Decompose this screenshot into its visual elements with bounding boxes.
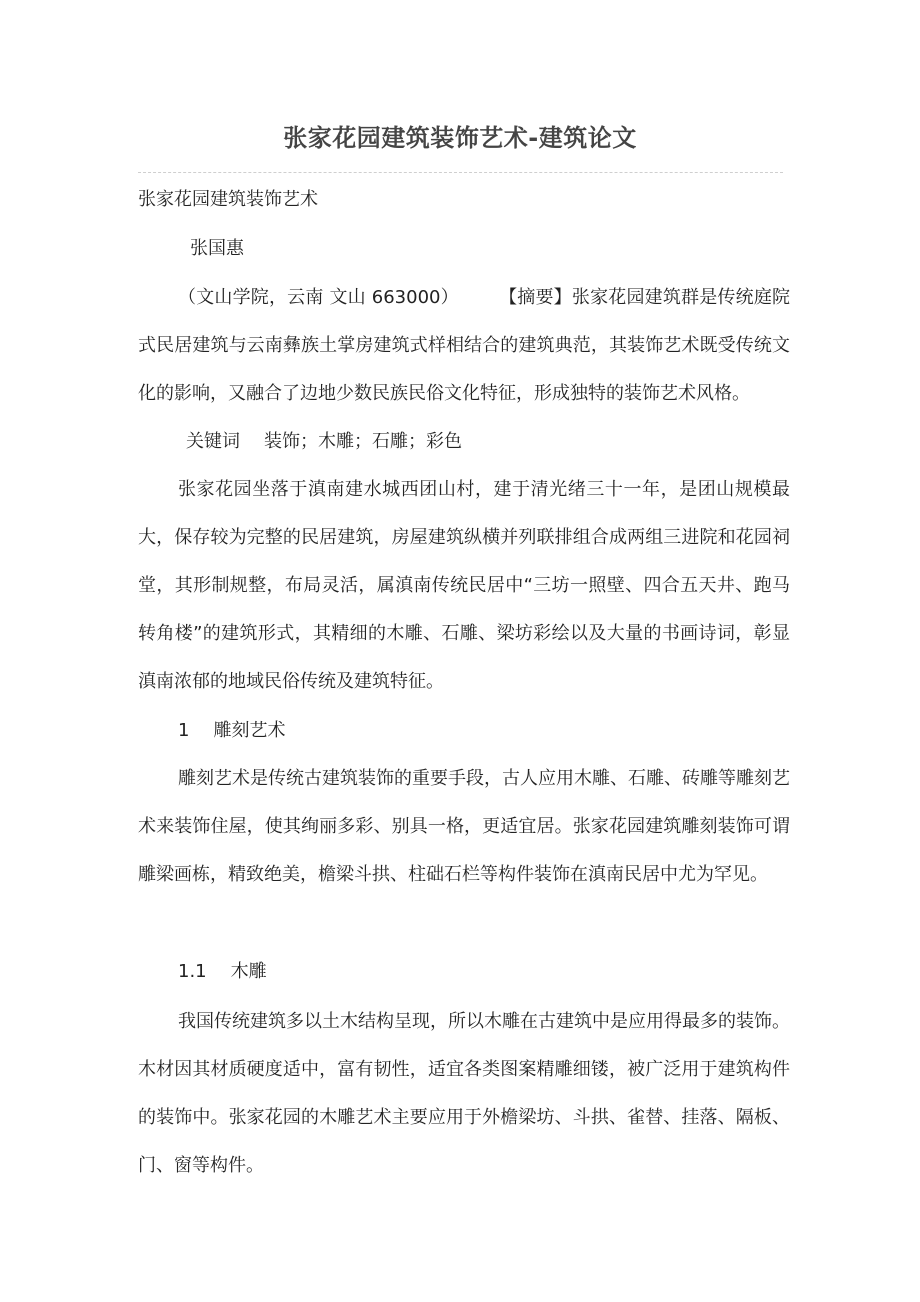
keywords-label: 关键词 bbox=[186, 431, 240, 452]
section-1-1-heading bbox=[178, 960, 778, 984]
section-1-1-paragraph: 我国传统建筑多以土木结构呈现，所以木雕在古建筑中是应用得最多的装饰。木材因其材质硬度适中，富有韧性，适宜各类图案精雕细镂，被广泛用于建筑构件的装饰中。张家花园的木雕艺术主要应用于外檐梁坊、斗拱、雀替、挂落、隔板、门、窗等构件。 bbox=[138, 1011, 790, 1176]
intro-paragraph: 张家花园坐落于滇南建水城西团山村，建于清光绪三十一年，是团山规模最大，保存较为完整的民居建筑，房屋建筑纵横并列联排组合成两组三进院和花园祠堂，其形制规整，布局灵活，属滇南传统民居中“三坊一照壁、四合五天井、跑马转角楼”的建筑形式，其精细的木雕、石雕、梁坊彩绘以及大量的书画诗词，彰显滇南浓郁的地域民俗传统及建筑特征。 bbox=[138, 479, 790, 692]
abstract-label: 【摘要】 bbox=[498, 287, 572, 308]
keywords-text: 装饰；木雕；石雕；彩色 bbox=[264, 431, 462, 452]
article-subtitle: 张家花园建筑装饰艺术 bbox=[138, 189, 318, 210]
abstract-paragraph bbox=[138, 274, 790, 418]
abstract-text: 张家花园建筑群是传统庭院式民居建筑与云南彝族土掌房建筑式样相结合的建筑典范，其装饰艺术既受传统文化的影响，又融合了边地少数民族民俗文化特征，形成独特的装饰艺术风格。 bbox=[138, 287, 791, 404]
section-1-1-title: 木雕 bbox=[230, 961, 267, 982]
author-name: 张国惠 bbox=[190, 238, 244, 259]
document-title: 张家花园建筑装饰艺术-建筑论文 bbox=[283, 124, 637, 152]
section-1-heading bbox=[178, 719, 778, 743]
section-1-number: 1 bbox=[178, 720, 190, 741]
affiliation: （文山学院，云南 文山 663000） bbox=[178, 287, 459, 308]
keywords-line bbox=[186, 430, 786, 454]
section-1-1-number: 1.1 bbox=[178, 961, 207, 982]
title-divider bbox=[138, 172, 783, 173]
section-1-title: 雕刻艺术 bbox=[213, 720, 286, 741]
section-1-paragraph: 雕刻艺术是传统古建筑装饰的重要手段，古人应用木雕、石雕、砖雕等雕刻艺术来装饰住屋，使其绚丽多彩、别具一格，更适宜居。张家花园建筑雕刻装饰可谓雕梁画栋，精致绝美，檐梁斗拱、柱础石栏等构件装饰在滇南民居中尤为罕见。 bbox=[138, 768, 790, 885]
